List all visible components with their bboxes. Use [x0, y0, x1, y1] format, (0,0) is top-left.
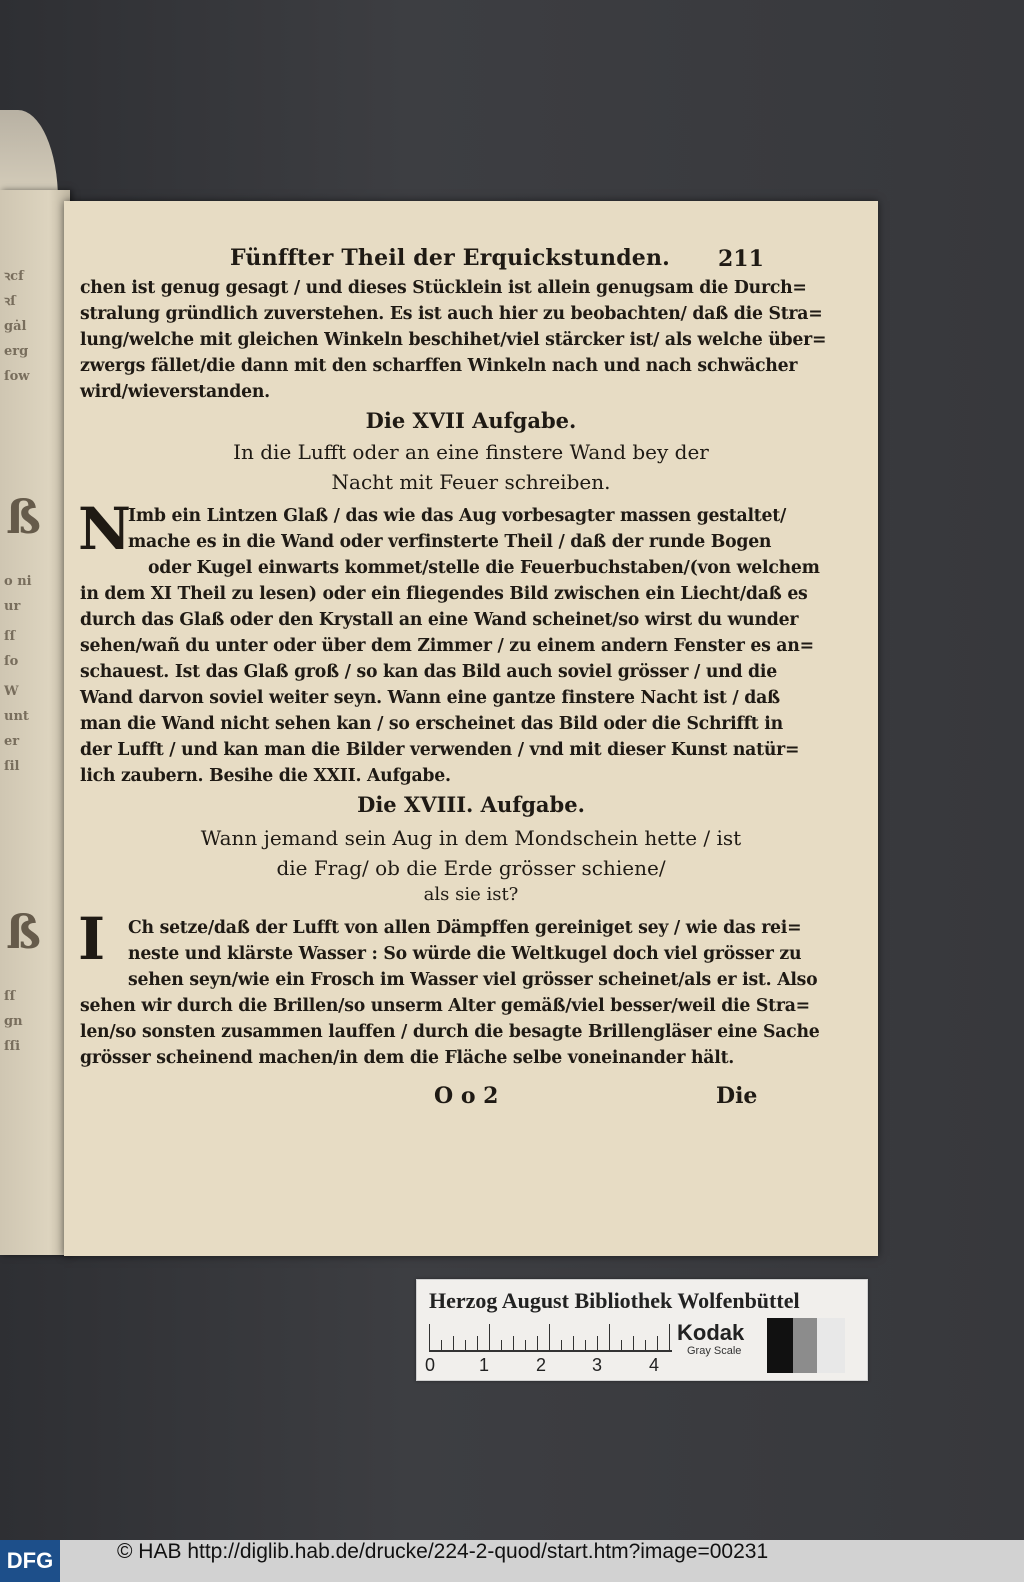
bleed-mark: gn [4, 1014, 23, 1029]
bleed-mark: ꝛſ [4, 294, 16, 309]
task17-line: lich zaubern. Besihe die XXII. Aufgabe. [80, 766, 451, 786]
task17-line: Wand darvon soviel weiter seyn. Wann eine gantze finstere Nacht ist / daß [80, 688, 780, 708]
task17-line: Imb ein Lintzen Glaß / das wie das Aug vorbesagter massen gestaltet/ [128, 506, 787, 526]
dfg-logo: DFG [0, 1540, 60, 1582]
ruler-tick [609, 1324, 610, 1350]
kodak-color-bar [416, 1279, 868, 1381]
task17-line: in dem XI Theil zu lesen) oder ein fliegendes Bild zwischen ein Liecht/daß es [80, 584, 808, 604]
task17-subtitle: Nacht mit Feuer schreiben. [331, 470, 611, 494]
ruler-tick [477, 1336, 478, 1350]
task17-line: man die Wand nicht sehen kan / so erscheinet das Bild oder die Schrifft in [80, 714, 783, 734]
ruler-tick [501, 1340, 502, 1350]
scale-number: 0 [425, 1355, 436, 1375]
bleed-mark: er [4, 734, 20, 749]
task18-line: Ch setze/daß der Lufft von allen Dämpffen gereiniget sey / wie das rei= [128, 918, 802, 938]
ruler-tick [441, 1340, 442, 1350]
ruler-tick [537, 1336, 538, 1350]
ruler-tick [549, 1324, 550, 1350]
task18-line: len/so sonsten zusammen lauffen / durch die besagte Brillengläser eine Sache [80, 1022, 820, 1042]
task18-dropcap: I [78, 905, 106, 973]
bleed-mark: ſſi [4, 1039, 21, 1054]
page-number: 211 [718, 246, 764, 272]
ruler-tick [585, 1340, 586, 1350]
intro-line: wird/wieverstanden. [80, 382, 270, 402]
task17-line: der Lufft / und kan man die Bilder verwenden / vnd mit dieser Kunst natür= [80, 740, 800, 760]
scale-number: 1 [479, 1355, 490, 1375]
bleed-mark: erg [4, 344, 29, 359]
bleed-mark: ſo [4, 654, 19, 669]
ruler-tick [489, 1324, 490, 1350]
task18-line: sehen seyn/wie ein Frosch im Wasser viel grösser scheinet/als er ist. Also [128, 970, 818, 990]
scale-number: 2 [536, 1355, 547, 1375]
bleed-mark: ſſ [4, 629, 16, 644]
bleed-mark: ſſ [4, 989, 16, 1004]
task17-line: schauest. Ist das Glaß groß / so kan das Bild auch soviel grösser / und die [80, 662, 777, 682]
task18-line: sehen wir durch die Brillen/so unserm Alter gemäß/viel besser/weil die Stra= [80, 996, 810, 1016]
intro-line: zwergs fället/die dann mit den scharffen Winkeln nach und nach schwächer [80, 356, 798, 376]
bleed-mark: ſow [4, 369, 30, 384]
bleed-dropcap: ß [6, 905, 41, 959]
catchword: Die [716, 1083, 758, 1109]
ruler-tick [429, 1324, 430, 1350]
ruler-tick [573, 1336, 574, 1350]
task17-dropcap: N [78, 495, 132, 563]
bleed-dropcap: ß [6, 490, 41, 544]
scale-number: 4 [649, 1355, 660, 1375]
intro-line: lung/welche mit gleichen Winkeln beschihet/viel stärcker ist/ als welche über= [80, 330, 827, 350]
task18-subtitle: Wann jemand sein Aug in dem Mondschein hette / ist [200, 826, 742, 850]
ruler-tick [513, 1336, 514, 1350]
bleed-mark: ꝛcf [4, 269, 24, 284]
bleed-mark: ur [4, 599, 21, 614]
bleed-mark: ſil [4, 759, 20, 774]
gray-swatch-mid [793, 1318, 817, 1373]
task17-subtitle: In die Lufft oder an eine finstere Wand bey der [233, 440, 709, 464]
bleed-mark: gȧl [4, 319, 27, 334]
task18-subtitle: als sie ist? [423, 884, 519, 905]
intro-line: stralung gründlich zuverstehen. Es ist auch hier zu beobachten/ daß die Stra= [80, 304, 823, 324]
ruler-tick [669, 1324, 670, 1350]
bleed-mark: unt [4, 709, 29, 724]
task17-heading: Die XVII Aufgabe. [365, 408, 577, 433]
bleed-mark: W [4, 684, 19, 699]
task17-line: durch das Glaß oder den Krystall an eine Wand scheinet/so wirst du wunder [80, 610, 799, 630]
ruler-tick [525, 1340, 526, 1350]
task17-line: oder Kugel einwarts kommet/stelle die Feuerbuchstaben/(von welchem [148, 558, 820, 578]
task18-line: neste und klärste Wasser : So würde die Weltkugel doch viel grösser zu [128, 944, 802, 964]
ruler-tick [561, 1340, 562, 1350]
gray-swatch-black [767, 1318, 793, 1373]
ruler-tick [465, 1340, 466, 1350]
ruler-tick [621, 1340, 622, 1350]
previous-page-edge [0, 190, 70, 1255]
ruler-tick [657, 1336, 658, 1350]
task17-line: sehen/wañ du unter oder über dem Zimmer / zu einem andern Fenster es an= [80, 636, 814, 656]
intro-line: chen ist genug gesagt / und dieses Stücklein ist allein genugsam die Durch= [80, 278, 807, 298]
task18-subtitle: die Frag/ ob die Erde grösser schiene/ [276, 856, 666, 880]
task18-heading: Die XVIII. Aufgabe. [357, 792, 585, 817]
gray-swatch-white [817, 1318, 845, 1373]
ruler-tick [633, 1336, 634, 1350]
gray-scale-label: Gray Scale [687, 1345, 742, 1357]
library-name: Herzog August Bibliothek Wolfenbüttel [429, 1288, 800, 1313]
bleed-mark: o ni [4, 574, 32, 589]
footer-bar [0, 1540, 1024, 1582]
ruler-tick [453, 1336, 454, 1350]
signature-mark: O o 2 [434, 1083, 499, 1109]
task17-line: mache es in die Wand oder verfinsterte Theil / daß der runde Bogen [128, 532, 772, 552]
ruler-tick [597, 1336, 598, 1350]
task18-line: grösser scheinend machen/in dem die Fläche selbe voneinander hält. [80, 1048, 735, 1068]
running-header: Fünffter Theil der Erquickstunden. [230, 245, 671, 271]
scale-ruler [429, 1320, 672, 1352]
copyright-link[interactable]: © HAB http://diglib.hab.de/drucke/224-2-quod/start.htm?image=00231 [117, 1540, 769, 1563]
scale-number: 3 [592, 1355, 603, 1375]
kodak-logo: Kodak [677, 1320, 745, 1345]
ruler-tick [645, 1340, 646, 1350]
